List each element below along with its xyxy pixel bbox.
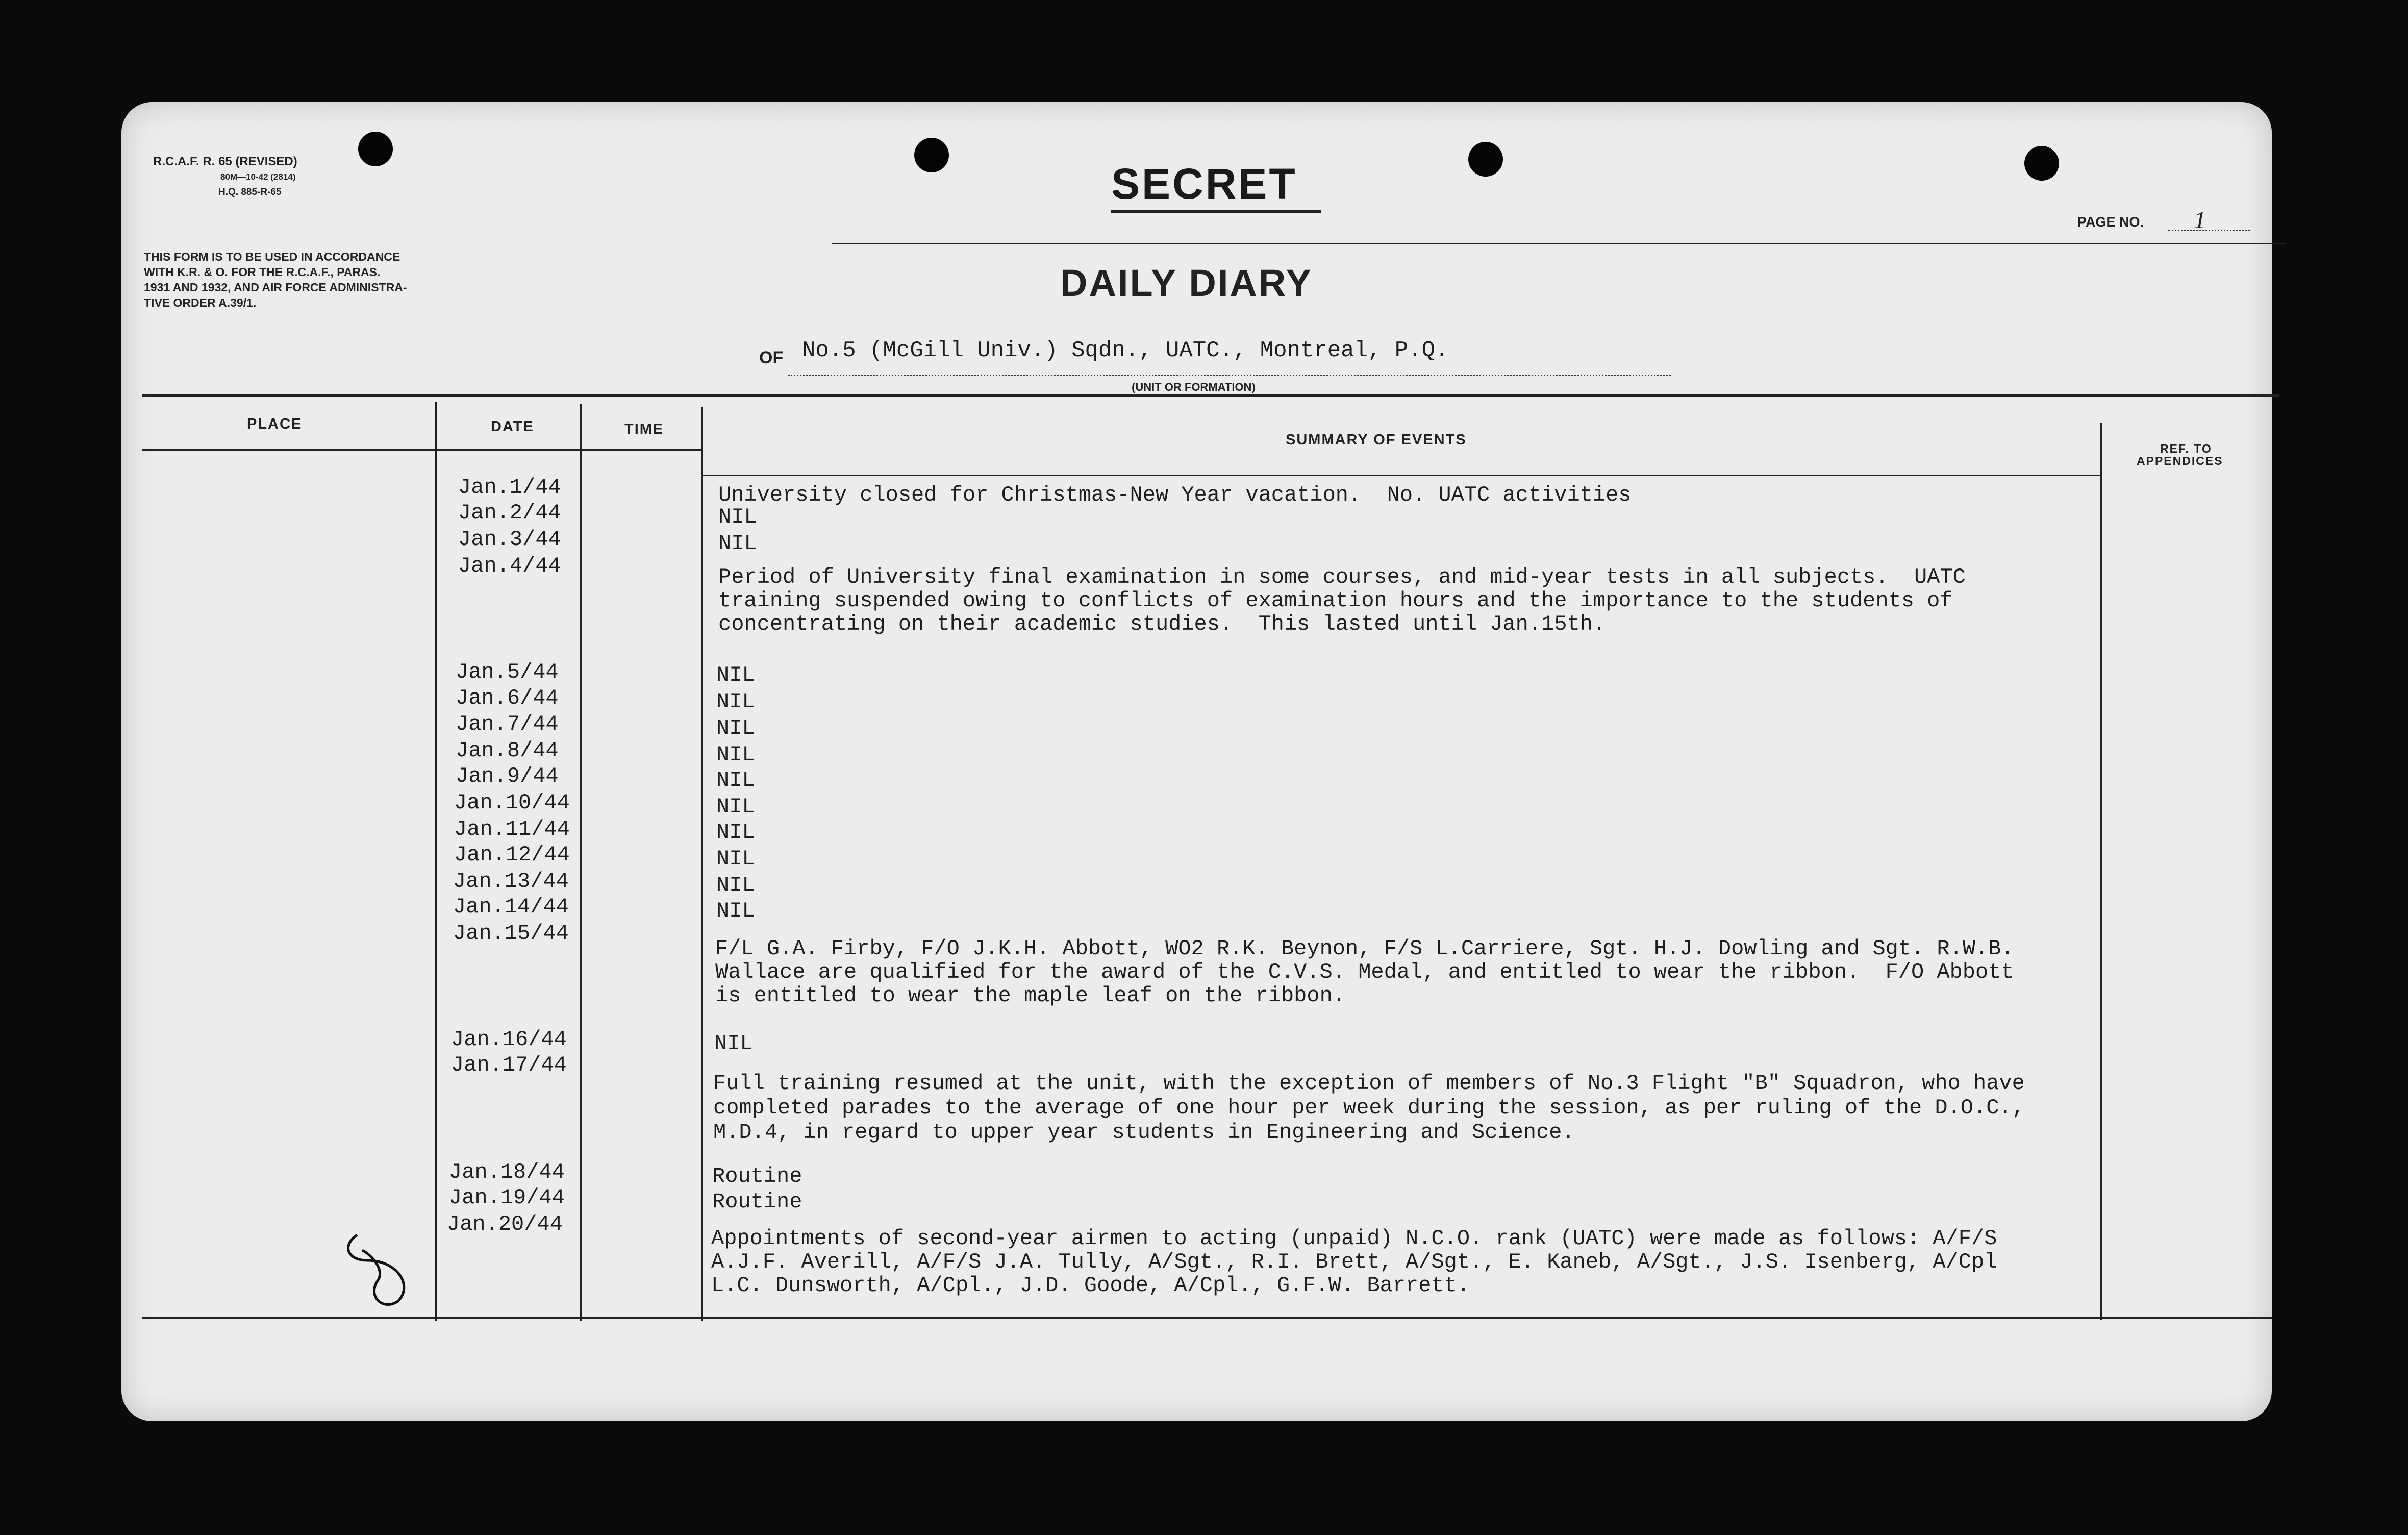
table-top-rule [142, 394, 2279, 397]
entry-date: Jan.13/44 [453, 869, 569, 894]
form-number-line: 80M—10-42 (2814) [220, 172, 296, 182]
entry-date: Jan.3/44 [458, 527, 561, 552]
entry-summary-line: Routine [712, 1190, 802, 1214]
of-label: OF [759, 348, 784, 367]
entry-date: Jan.12/44 [454, 843, 570, 867]
place-column-header: PLACE [247, 416, 303, 432]
page-number: 1 [2194, 207, 2206, 234]
entry-summary-line: Period of University final examination in some courses, and mid-year tests in all subjects. UATC [718, 565, 1966, 589]
entry-date: Jan.19/44 [449, 1185, 565, 1210]
entry-date: Jan.14/44 [453, 895, 569, 919]
secret-label: SECRET [1111, 160, 1297, 208]
entry-summary-line: M.D.4, in regard to upper year students in Engineering and Science. [713, 1120, 1575, 1145]
entry-summary-line: NIL [716, 873, 755, 898]
ref-column-header: REF. TO [2160, 442, 2212, 455]
time-column-header: TIME [624, 421, 664, 437]
entry-summary-line: Full training resumed at the unit, with the exception of members of No.3 Flight "B" Squadron, who have [713, 1071, 2025, 1096]
entry-summary-line: NIL [716, 820, 755, 845]
entry-summary-line: University closed for Christmas-New Year vacation. No. UATC activities [718, 483, 1632, 507]
entry-date: Jan.5/44 [456, 660, 559, 684]
entry-summary-line: F/L G.A. Firby, F/O J.K.H. Abbott, WO2 R.K. Beynon, F/S L.Carriere, Sgt. H.J. Dowling and Sgt. R.W.B. [715, 936, 2014, 961]
instruction-line: THIS FORM IS TO BE USED IN ACCORDANCE [144, 250, 400, 263]
entry-summary-line: NIL [716, 795, 755, 819]
instruction-line: TIVE ORDER A.39/1. [144, 296, 257, 309]
secret-underline [1111, 210, 1321, 213]
header-rule [832, 243, 2286, 244]
entry-summary-line: NIL [716, 689, 755, 714]
entry-summary-line: NIL [716, 742, 755, 767]
punch-hole [2024, 146, 2059, 181]
entry-summary-line: NIL [718, 531, 757, 556]
instruction-line: WITH K.R. & O. FOR THE R.C.A.F., PARAS. [144, 265, 381, 279]
table-header-rule [703, 475, 2101, 476]
entry-date: Jan.15/44 [453, 921, 569, 946]
unit-caption: (UNIT OR FORMATION) [1132, 381, 1256, 393]
entry-summary-line: completed parades to the average of one hour per week during the session, as per ruling of the D.O.C., [713, 1096, 2025, 1120]
entry-date: Jan.17/44 [451, 1053, 567, 1077]
entry-summary-line: NIL [716, 768, 755, 793]
punch-hole [1468, 142, 1503, 177]
table-bottom-rule [142, 1317, 2272, 1319]
entry-summary-line: NIL [716, 663, 755, 687]
column-divider [2100, 423, 2102, 1320]
entry-date: Jan.8/44 [456, 738, 559, 763]
entry-summary-line: is entitled to wear the maple leaf on the ribbon. [715, 983, 1346, 1008]
entry-summary-line: NIL [718, 505, 757, 529]
column-divider [701, 407, 703, 1321]
entry-date: Jan.11/44 [454, 817, 570, 841]
entry-date: Jan.7/44 [456, 712, 559, 736]
entry-date: Jan.10/44 [454, 790, 570, 815]
entry-date: Jan.18/44 [449, 1160, 565, 1184]
date-column-header: DATE [491, 418, 534, 435]
instruction-line: 1931 AND 1932, AND AIR FORCE ADMINISTRA- [144, 281, 407, 294]
column-divider [580, 404, 582, 1321]
entry-date: Jan.2/44 [458, 501, 561, 525]
pencil-scribble-mark [337, 1225, 423, 1311]
punch-hole [358, 132, 393, 166]
entry-summary-line: training suspended owing to conflicts of examination hours and the importance to the students of [718, 588, 1953, 613]
unit-dotted-line [788, 375, 1671, 376]
punch-hole [914, 138, 949, 172]
diary-title: DAILY DIARY [1060, 262, 1313, 304]
entry-date: Jan.16/44 [451, 1027, 567, 1052]
entry-summary-line: NIL [716, 716, 755, 740]
entry-date: Jan.20/44 [447, 1212, 563, 1236]
entry-summary-line: Appointments of second-year airmen to acting (unpaid) N.C.O. rank (UATC) were made as follows: A/F/S [711, 1226, 1997, 1251]
ref-column-header: APPENDICES [2137, 454, 2223, 467]
entry-date: Jan.9/44 [456, 764, 559, 788]
summary-column-header: SUMMARY OF EVENTS [1286, 432, 1467, 448]
entry-summary-line: A.J.F. Averill, A/F/S J.A. Tully, A/Sgt., R.I. Brett, A/Sgt., E. Kaneb, A/Sgt., J.S. Isenberg, A/Cpl [711, 1250, 1997, 1274]
entry-date: Jan.1/44 [458, 475, 561, 500]
page-label: PAGE NO. [2077, 214, 2144, 230]
entry-summary-line: NIL [716, 899, 755, 923]
entry-summary-line: concentrating on their academic studies. This lasted until Jan.15th. [718, 612, 1606, 636]
entry-summary-line: L.C. Dunsworth, A/Cpl., J.D. Goode, A/Cpl., G.F.W. Barrett. [711, 1273, 1470, 1298]
table-header-rule [142, 449, 703, 451]
entry-date: Jan.4/44 [458, 554, 561, 578]
form-number-line: R.C.A.F. R. 65 (REVISED) [153, 155, 297, 168]
entry-summary-line: Routine [712, 1164, 802, 1189]
form-number-line: H.Q. 885-R-65 [218, 187, 282, 197]
entry-summary-line: NIL [714, 1031, 753, 1056]
page-number-dots [2168, 230, 2250, 231]
entry-date: Jan.6/44 [456, 686, 559, 710]
unit-name: No.5 (McGill Univ.) Sqdn., UATC., Montreal, P.Q. [802, 338, 1449, 363]
entry-summary-line: NIL [716, 847, 755, 871]
column-divider [435, 402, 437, 1321]
entry-summary-line: Wallace are qualified for the award of the C.V.S. Medal, and entitled to wear the ribbon. F/O Abbott [715, 960, 2014, 984]
